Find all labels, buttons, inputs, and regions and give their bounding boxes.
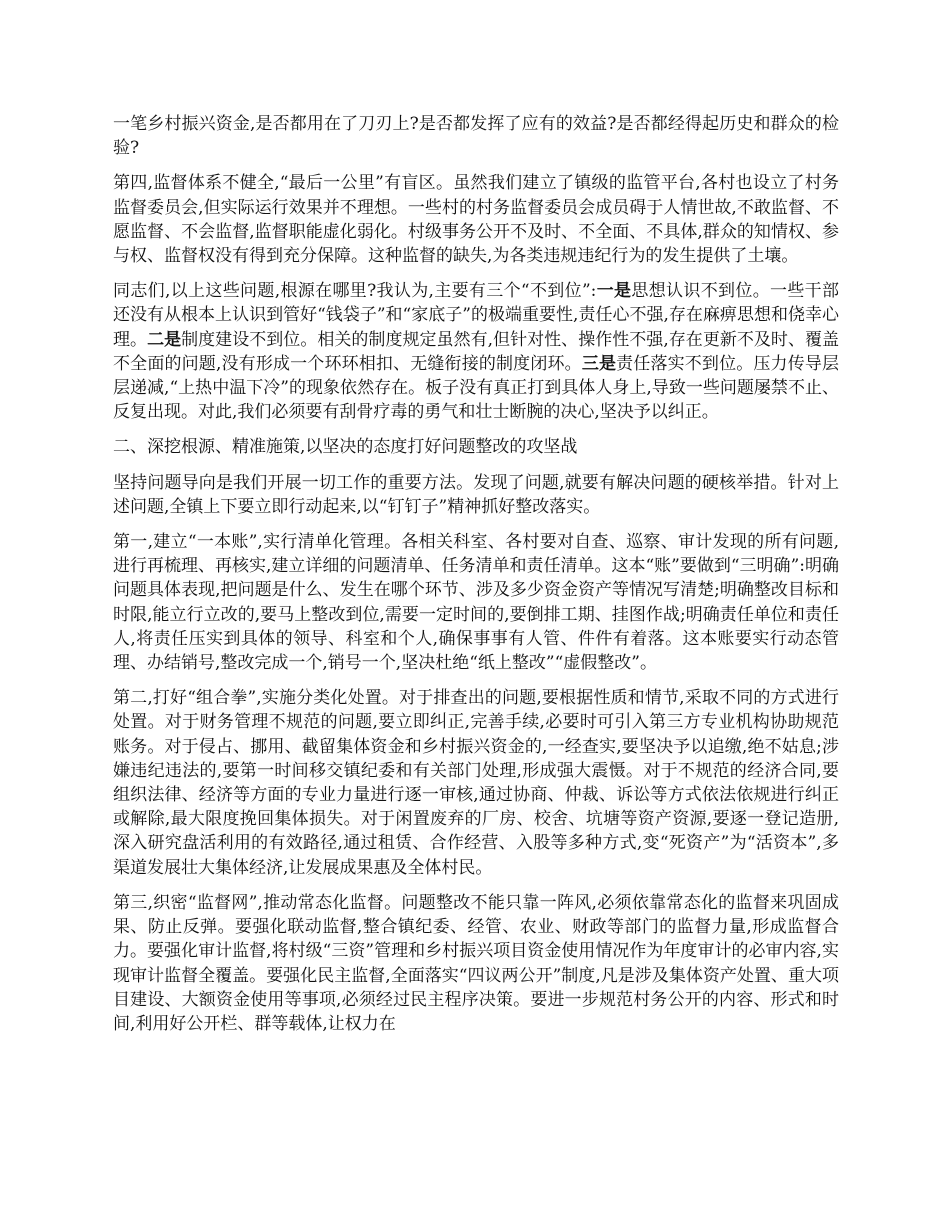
text-segment: 制度建设不到位。相关的制度规定虽然有,但针对性、操作性不强,存在更新不及时、覆盖不全面的问题,没有形成一个环环相扣、无缝衔接的制度闭环。 — [113, 329, 840, 374]
paragraph-intro-tail — [113, 112, 839, 160]
text-segment: 一笔乡村振兴资金,是否都用在了刀刃上?是否都发挥了应有的效益?是否都经得起历史和群众的检验? — [113, 114, 839, 159]
text-segment: 坚持问题导向是我们开展一切工作的重要方法。发现了问题,就要有解决问题的硬核举措。针对上述问题,全镇上下要立即行动起来,以“钉钉子”精神抓好整改落实。 — [113, 472, 839, 517]
paragraph-measure-three — [113, 891, 839, 1036]
text-segment: 思想认识不到位。一些干部还没有从根本上认识到管好“钱袋子”和“家底子”的极端重要性,责任心不强,存在麻痹思想和侥幸心理。 — [113, 281, 840, 350]
text-segment: 同志们,以上这些问题,根源在哪里?我认为,主要有三个“不到位”: — [113, 281, 597, 302]
text-segment: 第三,织密“监督网”,推动常态化监督。问题整改不能只靠一阵风,必须依靠常态化的监督来巩固成果、防止反弹。要强化联动监督,整合镇纪委、经管、农业、财政等部门的监督力量,形成监督合力。要强化审计监督,将村级“三资”管理和乡村振兴项目资金使用情况作为年度审计的必审内容,实现审计监督全覆盖。要强化民主监督,全面落实“四议两公开”制度,凡是涉及集体资产处置、重大项目建设、大额资金使用等事项,必须经过民主程序决策。要进一步规范村务公开的内容、形式和时间,利用好公开栏、群等载体,让权力在 — [113, 892, 839, 1034]
paragraph-section-intro — [113, 471, 839, 519]
paragraph-measure-one — [113, 530, 839, 675]
section-heading — [113, 435, 839, 459]
paragraph-fourth-problem — [113, 171, 839, 268]
document-page — [113, 112, 839, 1047]
paragraph-measure-two — [113, 686, 839, 880]
paragraph-root-causes — [113, 279, 839, 424]
bold-label-second: 二是 — [147, 329, 182, 350]
bold-label-third: 三是 — [581, 353, 617, 374]
section-heading-text: 二、深挖根源、精准施策,以坚决的态度打好问题整改的攻坚战 — [113, 437, 578, 458]
text-segment: 第二,打好“组合拳”,实施分类化处置。对于排查出的问题,要根据性质和情节,采取不同的方式进行处置。对于财务管理不规范的问题,要立即纠正,完善手续,必要时可引入第三方专业机构协助规范账务。对于侵占、挪用、截留集体资金和乡村振兴资金的,一经查实,要坚决予以追缴,绝不姑息;涉嫌违纪违法的,要第一时间移交镇纪委和有关部门处理,形成强大震慑。对于不规范的经济合同,要组织法律、经济等方面的专业力量进行逐一审核,通过协商、仲裁、诉讼等方式依法依规进行纠正或解除,最大限度挽回集体损失。对于闲置废弃的厂房、校舍、坑塘等资产资源,要逐一登记造册,深入研究盘活利用的有效路径,通过租赁、合作经营、入股等多种方式,变“死资产”为“活资本”,多渠道发展壮大集体经济,让发展成果惠及全体村民。 — [113, 688, 839, 878]
text-segment: 第四,监督体系不健全,“最后一公里”有盲区。虽然我们建立了镇级的监管平台,各村也设立了村务监督委员会,但实际运行效果并不理想。一些村的村务监督委员会成员碍于人情世故,不敢监督、不愿监督、不会监督,监督职能虚化弱化。村级事务公开不及时、不全面、不具体,群众的知情权、参与权、监督权没有得到充分保障。这种监督的缺失,为各类违规违纪行为的发生提供了土壤。 — [113, 173, 839, 267]
text-segment: 责任落实不到位。压力传导层层递减,“上热中温下冷”的现象依然存在。板子没有真正打到具体人身上,导致一些问题屡禁不止、反复出现。对此,我们必须要有刮骨疗毒的勇气和壮士断腕的决心,坚决予以纠正。 — [113, 353, 840, 423]
bold-label-first: 一是 — [596, 281, 632, 302]
text-segment: 第一,建立“一本账”,实行清单化管理。各相关科室、各村要对自查、巡察、审计发现的所有问题,进行再梳理、再核实,建立详细的问题清单、任务清单和责任清单。这本“账”要做到“三明确”:明确问题具体表现,把问题是什么、发生在哪个环节、涉及多少资金资产等情况写清楚;明确整改目标和时限,能立行立改的,要马上整改到位,需要一定时间的,要倒排工期、挂图作战;明确责任单位和责任人,将责任压实到具体的领导、科室和个人,确保事事有人管、件件有着落。这本账要实行动态管理、办结销号,整改完成一个,销号一个,坚决杜绝“纸上整改”“虚假整改”。 — [113, 532, 839, 674]
